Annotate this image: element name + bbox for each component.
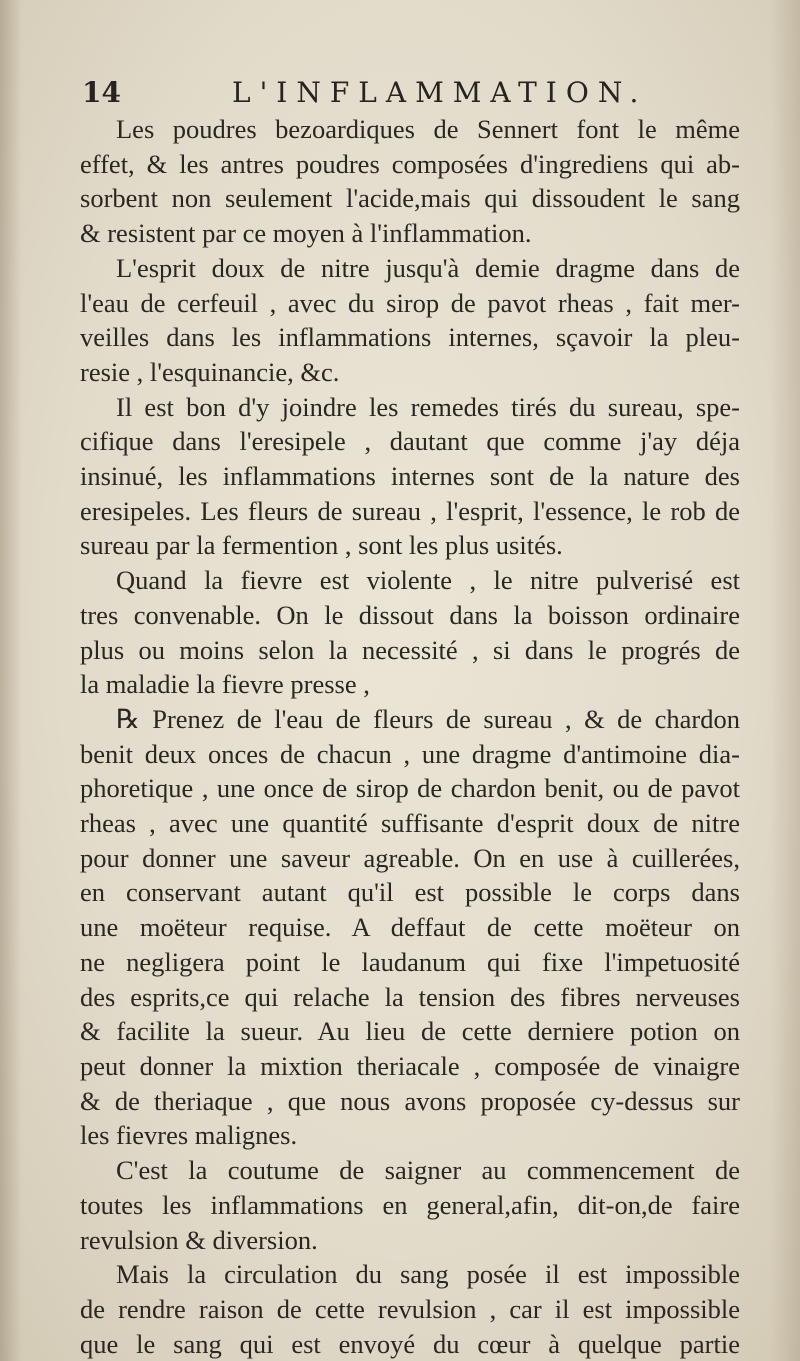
text-line: veilles dans les inflammations internes, sçavoir la pleu- [80, 322, 740, 353]
text-line: sorbent non seulement l'acide,mais qui dissoudent le sang [80, 183, 740, 214]
text-line: & de theriaque , que nous avons proposée cy-dessus sur [80, 1085, 740, 1116]
text-line: plus ou moins selon la necessité , si dans le progrés de [80, 634, 740, 665]
text-line: Mais la circulation du sang posée il est impossible [116, 1259, 740, 1290]
text-line: pour donner une saveur agreable. On en use à cuillerées, [80, 842, 740, 873]
text-line: phoretique , une once de sirop de chardon benit, ou de pavot [80, 773, 740, 804]
text-line: que le sang qui est envoyé du cœur à quelque partie [80, 1328, 740, 1359]
text-line: tres convenable. On le dissout dans la boisson ordinaire [80, 599, 740, 630]
page-edge-shadow [770, 0, 800, 1361]
text-line: ℞ Prenez de l'eau de fleurs de sureau , & de chardon [116, 703, 740, 734]
text-line: des esprits,ce qui relache la tension des fibres nerveuses [80, 981, 740, 1012]
text-line: resie , l'esquinancie, &c. [80, 356, 340, 387]
text-line: C'est la coutume de saigner au commencement de [116, 1155, 740, 1186]
text-line: Les poudres bezoardiques de Sennert font le même [116, 114, 740, 144]
text-line: cifique dans l'eresipele , dautant que comme j'ay déja [80, 426, 740, 457]
text-line: rheas , avec une quantité suffisante d'esprit doux de nitre [80, 808, 740, 839]
text-line: & facilite la sueur. Au lieu de cette derniere potion on [80, 1016, 740, 1047]
text-line: sureau par la fermention , sont les plus usités. [80, 530, 563, 561]
text-line: benit deux onces de chacun , une dragme d'antimoine dia- [80, 738, 740, 769]
text-line: Il est bon d'y joindre les remedes tirés du sureau, spe- [116, 391, 740, 422]
text-line: insinué, les inflammations internes sont de la nature des [80, 461, 740, 492]
text-line: Quand la fievre est violente , le nitre pulverisé est [116, 565, 740, 596]
text-line: ne negligera point le laudanum qui fixe l'impetuosité [80, 946, 740, 977]
body-text [80, 112, 740, 1361]
text-line: toutes les inflammations en general,afin, dit-on,de faire [80, 1189, 740, 1220]
text-line: en conservant autant qu'il est possible le corps dans [80, 877, 740, 908]
text-line: effet, & les antres poudres composées d'ingrediens qui ab- [80, 148, 740, 179]
running-title: L'INFLAMMATION. [232, 76, 648, 109]
page-header [82, 70, 742, 114]
spine-shadow [0, 0, 22, 1361]
text-line: eresipeles. Les fleurs de sureau , l'esprit, l'essence, le rob de [80, 495, 740, 526]
text-line: l'eau de cerfeuil , avec du sirop de pavot rheas , fait mer- [80, 287, 740, 318]
text-line: L'esprit doux de nitre jusqu'à demie dragme dans de [116, 252, 740, 283]
text-line: une moëteur requise. A deffaut de cette moëteur on [80, 912, 740, 943]
text-line: peut donner la mixtion theriacale , composée de vinaigre [80, 1050, 740, 1081]
text-line: revulsion & diversion. [80, 1224, 318, 1255]
text-line: & resistent par ce moyen à l'inflammation. [80, 218, 532, 249]
page-number: 14 [82, 76, 121, 109]
text-line: la maladie la fievre presse , [80, 669, 370, 700]
text-line: de rendre raison de cette revulsion , car il est impossible [80, 1293, 740, 1324]
text-line: les fievres malignes. [80, 1120, 298, 1151]
